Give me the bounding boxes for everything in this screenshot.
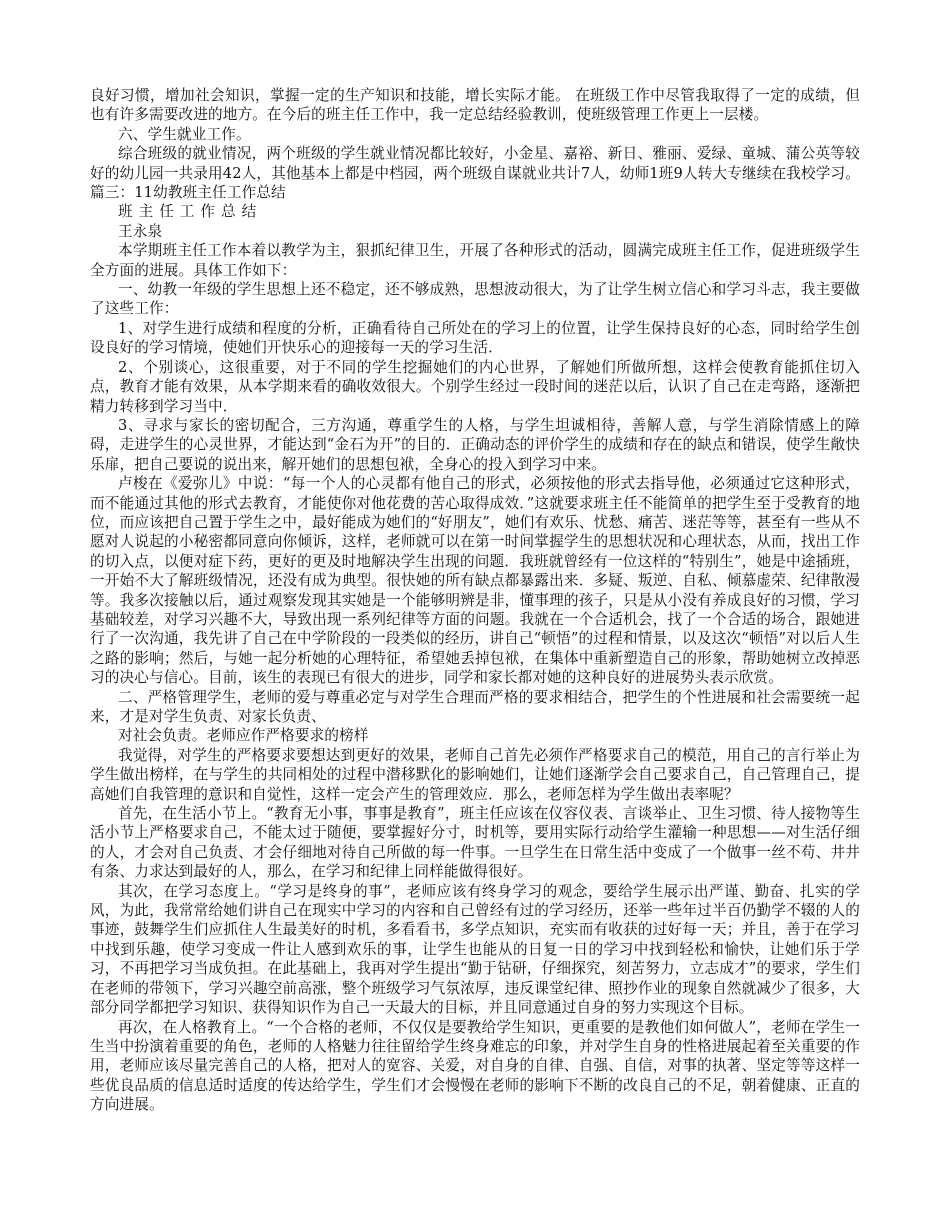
section-heading: 六、学生就业工作。 [118, 125, 251, 143]
paragraph: 其次，在学习态度上。“学习是终身的事”，老师应该有终身学习的观念，要给学生展示出严谨、勤奋、扎实的学风，为此，我常常给她们讲自己在现实中学习的内容和自己曾经有过的学习经历，还举一些年过半百仍勤学不辍的人的事迹，鼓舞学生们应抓住人生最美好的时机，多看看书，多学点知识，充实而有收获的过好每一天；并且，善于在学习中找到乐趣，使学习变成一件让人感到欢乐的事，让学生也能从的日复一日的学习中找到轻松和愉快，让她们乐于学习，不再把学习当成负担。在此基础上，我再对学生提出“勤于钻研，仔细探究，刻苦努力，立志成才”的要求，学生们在老师的带领下，学习兴趣空前高涨，整个班级学习气氛浓厚，违反课堂纪律、照抄作业的现象自然就减少了很多，大部分同学都把学习知识、获得知识作为自己一天最大的目标，并且同意通过自身的努力实现这个目标。 [90, 882, 860, 1017]
list-item: 2、个别谈心，这很重要，对于不同的学生挖掘她们的内心世界，了解她们所做所想，这样会使教育能抓住切入点，教育才能有效果，从本学期来看的确收效很大。个别学生经过一段时间的迷茫以后，认识了自己在走弯路，逐渐把精力转移到学习当中． [90, 358, 860, 415]
paragraph: 综合班级的就业情况，两个班级的学生就业情况都比较好，小金星、嘉裕、新日、雅丽、爱绿、童城、蒲公英等较好的幼儿园一共录用42人，其他基本上都是中档园，两个班级自谋就业共计7人，幼师1班9人转大专继续在我校学习。篇三：11幼教班主任工作总结 [90, 145, 860, 202]
paragraph: 本学期班主任工作本着以教学为主，狠抓纪律卫生，开展了各种形式的活动，圆满完成班主任工作，促进班级学生全方面的进展。具体工作如下： [90, 242, 860, 279]
paragraph: 再次，在人格教育上。“一个合格的老师，不仅仅是要教给学生知识，更重要的是教他们如何做人”，老师在学生一生当中扮演着重要的角色，老师的人格魅力往往留给学生终身难忘的印象，并对学生自身的性格进展起着至关重要的作用，老师应该尽量完善自己的人格，把对人的宽容、关爱，对自身的自律、自强、自信，对事的执著、坚定等等这样一些优良品质的信息适时适度的传达给学生，学生们才会慢慢在老师的影响下不断的改良自己的不足，朝着健康、正直的方向进展。 [90, 1018, 860, 1114]
document-title: 班主任工作总结 [118, 203, 263, 221]
section-heading: 二、严格管理学生，老师的爱与尊重必定与对学生合理而严格的要求相结合，把学生的个性进展和社会需要统一起来，才是对学生负责、对家长负责、 [90, 688, 860, 725]
paragraph: 对社会负责。老师应作严格要求的榜样 [118, 727, 369, 745]
paragraph: 卢梭在《爱弥儿》中说：“每一个人的心灵都有他自己的形式，必须按他的形式去指导他，必须通过它这种形式，而不能通过其他的形式去教育，才能使你对他花费的苦心取得成效．”这就要求班主任不能简单的把学生至于受教育的地位，而应该把自己置于学生之中，最好能成为她们的“好朋友”，她们有欢乐、忧愁、痛苦、迷茫等等，甚至有一些从不愿对人说起的小秘密都同意向你倾诉，这样，老师就可以在第一时间掌握学生的思想状况和心理状态，从而，找出工作的切入点，以便对症下药，更好的更及时地解决学生出现的问题．我班就曾经有一位这样的“特别生”，她是中途插班，一开始不大了解班级情况，还没有成为典型。很快她的所有缺点都暴露出来．多疑、叛逆、自私、倾慕虚荣、纪律散漫等。我多次接触以后，通过观察发现其实她是一个能够明辨是非，懂事理的孩子，只是从小没有养成良好的习惯，学习基础较差，对学习兴趣不大，导致出现一系列纪律等方面的问题。我就在一个合适机会，找了一个合适的场合，跟她进行了一次沟通，我先讲了自己在中学阶段的一段类似的经历，讲自己“顿悟”的过程和情景，以及这次“顿悟”对以后人生之路的影响；然后，与她一起分析她的心理特征，希望她丢掉包袱，在集体中重新塑造自己的形象，帮助她树立改掉恶习的决心与信心。目前，该生的表现已有很大的进步，同学和家长都对她的这种良好的进展势头表示欣赏。 [90, 475, 860, 687]
paragraph: 首先，在生活小节上。“教育无小事，事事是教育”，班主任应该在仪容仪表、言谈举止、卫生习惯、待人接物等生活小节上严格要求自己，不能太过于随便，要掌握好分寸，时机等，要用实际行动给学生灌输一种思想——对生活仔细的人，才会对自己负责、才会仔细地对待自己所做的每一件事。一旦学生在日常生活中变成了一个做事一丝不苟、井井有条、力求达到最好的人，那么，在学习和纪律上同样能做得很好。 [90, 805, 860, 881]
list-item: 1、对学生进行成绩和程度的分析，正确看待自己所处在的学习上的位置，让学生保持良好的心态，同时给学生创设良好的学习情境，使她们开快乐心的迎接每一天的学习生活． [90, 319, 860, 357]
list-item: 3、寻求与家长的密切配合，三方沟通，尊重学生的人格，与学生坦诚相待，善解人意，与学生消除情感上的障碍，走进学生的心灵世界，才能达到“金石为开”的目的．正确动态的评价学生的成绩和存在的缺点和错误，使学生敞快乐扉，把自己要说的说出来，解开她们的思想包袱，全身心的投入到学习中来。 [90, 416, 860, 473]
paragraph: 良好习惯，增加社会知识，掌握一定的生产知识和技能，增长实际才能。 在班级工作中尽管我取得了一定的成绩，但也有许多需要改进的地方。在今后的班主任工作中，我一定总结经验教训，使班级管理工作更上一层楼。 [90, 87, 860, 124]
paragraph: 我觉得，对学生的严格要求要想达到更好的效果，老师自己首先必须作严格要求自己的模范，用自己的言行举止为学生做出榜样，在与学生的共同相处的过程中潜移默化的影响她们，让她们逐渐学会自己要求自己，自己管理自己，提高她们自我管理的意识和自觉性，这样一定会产生的管理效应．那么，老师怎样为学生做出表率呢？ [90, 746, 860, 803]
document-body [90, 86, 860, 1115]
author-name: 王永泉 [118, 222, 163, 240]
section-heading: 一、幼教一年级的学生思想上还不稳定，还不够成熟，思想波动很大，为了让学生树立信心和学习斗志，我主要做了这些工作： [90, 281, 860, 318]
